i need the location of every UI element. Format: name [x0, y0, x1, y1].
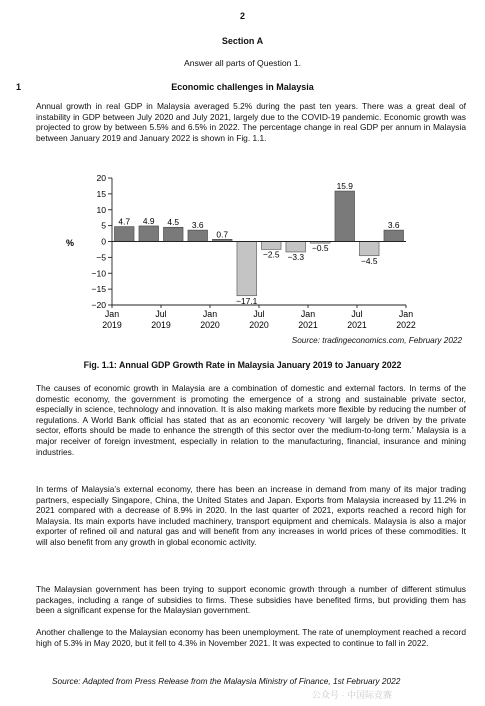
bar-label-5: −17.1 — [236, 295, 258, 306]
bar-label-11: 3.6 — [387, 220, 400, 231]
gdp-growth-chart — [0, 172, 485, 332]
bar-6 — [261, 242, 281, 250]
x-tick-label-month: Jan — [300, 309, 316, 319]
bar-2 — [163, 227, 183, 241]
bar-9 — [335, 191, 355, 241]
bar-5 — [237, 242, 257, 296]
bar-label-9: 15.9 — [336, 181, 353, 192]
paragraph-external: In terms of Malaysia’s external economy, there has been an increase in demand from many of its major trading partners, especially Singapore, China, the United States and Japan. Exports from Malaysia increased by 11.2% in 2021 compared with a decrease of 8.9% in 2020. In the last quarter of 2021, exports reached a record high for Malaysia. Its main exports have included machinery, transport equipment and chemicals. Malaysia is also a major exporter of refined oil and natural gas and will benefit from any increases in world prices of these commodities. It will also benefit from any growth in global economic activity. — [36, 484, 466, 547]
x-tick-label-year: 2022 — [396, 320, 416, 330]
x-tick-label-year: 2021 — [298, 320, 318, 330]
question-number: 1 — [16, 82, 22, 92]
bar-10 — [359, 242, 379, 256]
y-tick-label: 20 — [96, 173, 106, 183]
x-tick-label-year: 2021 — [347, 320, 367, 330]
bar-1 — [139, 226, 159, 242]
y-tick-label: 5 — [101, 220, 106, 231]
figure-caption: Fig. 1.1: Annual GDP Growth Rate in Malaysia January 2019 to January 2022 — [83, 360, 402, 370]
x-tick-label-month: Jan — [202, 309, 218, 319]
bar-11 — [384, 230, 404, 241]
bar-label-1: 4.9 — [142, 215, 155, 226]
y-tick-label: −10 — [91, 268, 106, 279]
y-axis — [91, 173, 112, 310]
bar-label-3: 3.6 — [191, 220, 204, 231]
bar-label-8: −0.5 — [311, 243, 329, 254]
section-title: Section A — [221, 36, 264, 46]
y-tick-label: −15 — [91, 284, 106, 295]
y-tick-label: 15 — [96, 188, 106, 199]
paragraph-causes: The causes of economic growth in Malaysia are a combination of domestic and external factors. In terms of the domestic economy, the government is promoting the emergence of a strong and sustainable private sector, especially in science, technology and innovation. It is also making markets more flexible by reducing the number of regulations. A World Bank official has stated that as an economic recovery ‘will largely be driven by the private sector, efforts should be made to enhance the strength of this sector over the medium-to-long term.’ Malaysia is a major receiver of foreign investment, especially in relation to the manufacturing, financial, insurance and mining industries. — [36, 383, 466, 457]
x-tick-label-month: Jul — [155, 309, 167, 319]
bar-7 — [286, 242, 306, 252]
y-tick-label: 10 — [96, 204, 106, 215]
bar-label-7: −3.3 — [287, 251, 305, 262]
y-tick-label: −20 — [91, 300, 106, 310]
x-tick-label-month: Jan — [104, 309, 120, 319]
y-axis-label: % — [66, 238, 75, 248]
page-number: 2 — [239, 11, 245, 21]
watermark: 公众号 · 中国际竞赛 — [312, 690, 392, 700]
x-tick-label-year: 2019 — [151, 320, 171, 330]
x-tick-label-year: 2019 — [102, 320, 122, 330]
bar-0 — [114, 227, 134, 242]
chart-source: Source: tradingeconomics.com, February 2022 — [291, 336, 462, 345]
paragraph-government: The Malaysian government has been trying to support economic growth through a number of different stimulus packages, including a range of subsidies to firms. These subsidies have benefited firms, but providing them has been a significant expense for the Malaysian government. — [36, 584, 466, 616]
bars — [112, 181, 406, 306]
x-tick-label-month: Jul — [351, 309, 363, 319]
x-tick-label-year: 2020 — [249, 320, 269, 330]
bar-label-10: −4.5 — [360, 255, 378, 266]
x-axis — [102, 305, 416, 330]
y-tick-label: −5 — [96, 252, 106, 263]
x-tick-label-month: Jan — [398, 309, 414, 319]
x-tick-label-month: Jul — [253, 309, 265, 319]
paragraph-intro: Annual growth in real GDP in Malaysia averaged 5.2% during the past ten years. There was a great deal of instability in GDP between July 2020 and July 2021, largely due to the COVID-19 pandemic. Economic growth was projected to grow by between 5.5% and 6.5% in 2022. The percentage change in real GDP per annum in Malaysia between January 2019 and January 2022 is shown in Fig. 1.1. — [36, 101, 466, 143]
bar-3 — [188, 230, 208, 241]
bar-label-0: 4.7 — [118, 216, 131, 227]
paragraph-unemployment: Another challenge to the Malaysian economy has been unemployment. The rate of unemployment reached a record high of 5.3% in May 2020, but it fell to 4.3% in November 2021. It was expected to continue to fall in 2022. — [36, 627, 466, 648]
bar-label-4: 0.7 — [216, 229, 229, 240]
article-source: Source: Adapted from Press Release from the Malaysia Ministry of Finance, 1st February 2022 — [52, 676, 401, 686]
instruction-text: Answer all parts of Question 1. — [183, 58, 302, 68]
bar-label-6: −2.5 — [262, 249, 280, 260]
x-tick-label-year: 2020 — [200, 320, 220, 330]
question-title: Economic challenges in Malaysia — [171, 82, 314, 92]
bar-label-2: 4.5 — [167, 217, 180, 228]
y-tick-label: 0 — [101, 236, 106, 247]
